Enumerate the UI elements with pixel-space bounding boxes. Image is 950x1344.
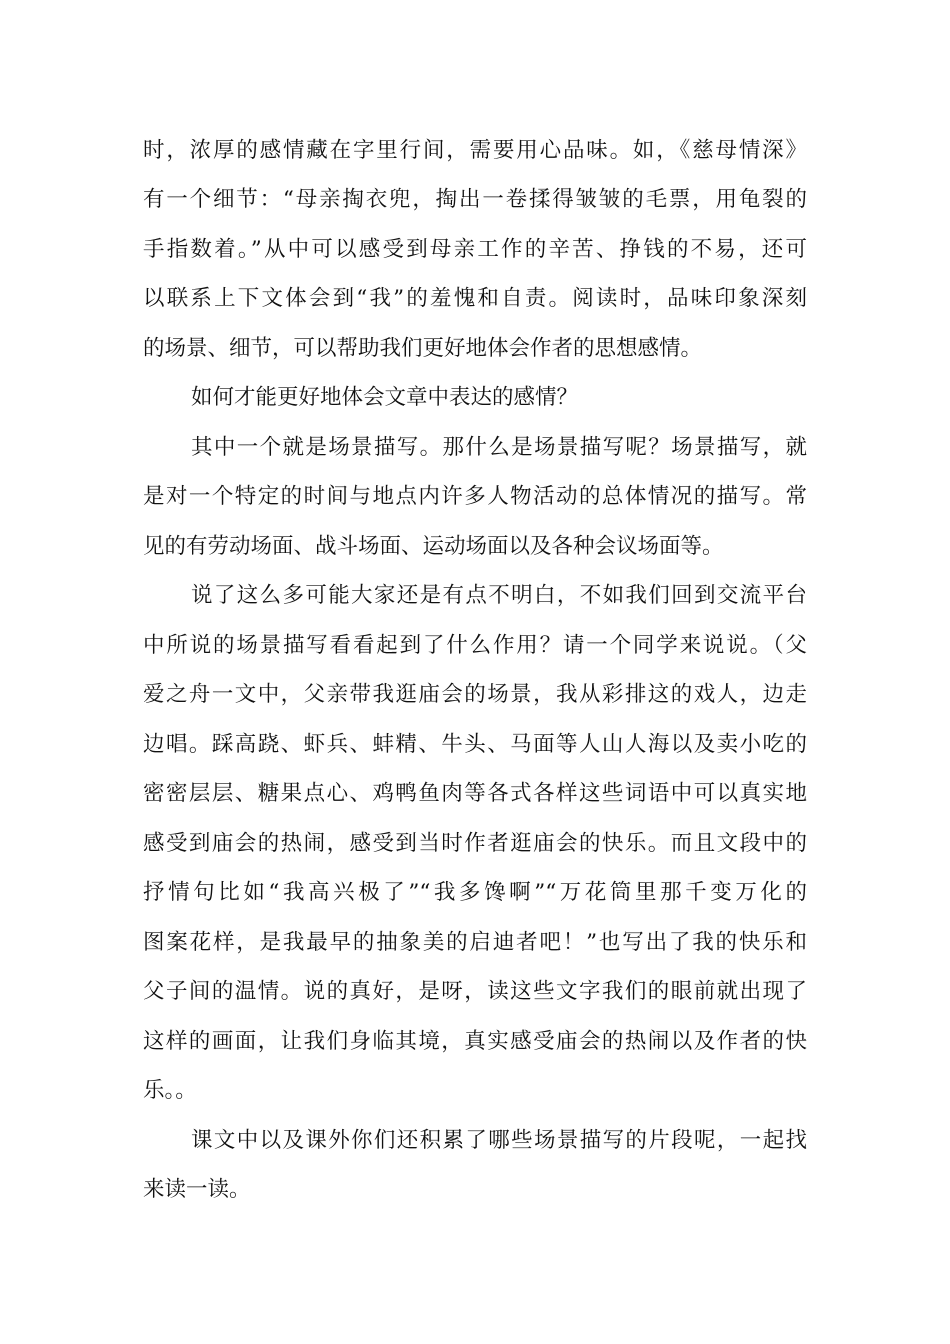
text-line: 手指数着。”从中可以感受到母亲工作的辛苦、挣钱的不易，还可: [143, 237, 807, 262]
text-line: 时，浓厚的感情藏在字里行间，需要用心品味。如，《慈母情深》: [143, 138, 807, 163]
text-line: 有一个细节：“母亲掏衣兜，掏出一卷揉得皱皱的毛票，用龟裂的: [143, 187, 807, 212]
text-line: 这样的画面，让我们身临其境，真实感受庙会的热闹以及作者的快: [143, 1029, 807, 1054]
text-line: 乐。。: [143, 1078, 197, 1103]
text-line: 说了这么多可能大家还是有点不明白，不如我们回到交流平台: [191, 583, 807, 608]
text-line: 父子间的温情。说的真好，是呀，读这些文字我们的眼前就出现了: [143, 979, 807, 1004]
text-line: 抒情句比如“我高兴极了”“我多馋啊”“万花筒里那千变万化的: [143, 880, 807, 905]
text-line: 见的有劳动场面、战斗场面、运动场面以及各种会议场面等。: [143, 534, 724, 559]
text-line: 密密层层、糖果点心、鸡鸭鱼肉等各式各样这些词语中可以真实地: [143, 781, 807, 806]
text-line: 边唱。踩高跷、虾兵、蚌精、牛头、马面等人山人海以及卖小吃的: [143, 732, 807, 757]
text-line: 爱之舟一文中，父亲带我逛庙会的场景，我从彩排这的戏人，边走: [143, 682, 807, 707]
text-line: 其中一个就是场景描写。那什么是场景描写呢？场景描写，就: [191, 435, 807, 460]
text-line: 中所说的场景描写看看起到了什么作用？请一个同学来说说。（父: [143, 633, 807, 658]
text-line: 的场景、细节，可以帮助我们更好地体会作者的思想感情。: [143, 336, 703, 361]
text-line: 课文中以及课外你们还积累了哪些场景描写的片段呢，一起找: [191, 1128, 807, 1153]
text-line: 是对一个特定的时间与地点内许多人物活动的总体情况的描写。常: [143, 484, 807, 509]
text-line: 来读一读。: [143, 1177, 251, 1202]
text-line: 感受到庙会的热闹，感受到当时作者逛庙会的快乐。而且文段中的: [143, 831, 807, 856]
text-line: 以联系上下文体会到“我”的羞愧和自责。阅读时，品味印象深刻: [143, 286, 807, 311]
text-line: 图案花样，是我最早的抽象美的启迪者吧！”也写出了我的快乐和: [143, 930, 807, 955]
text-line: 如何才能更好地体会文章中表达的感情？: [191, 385, 579, 410]
